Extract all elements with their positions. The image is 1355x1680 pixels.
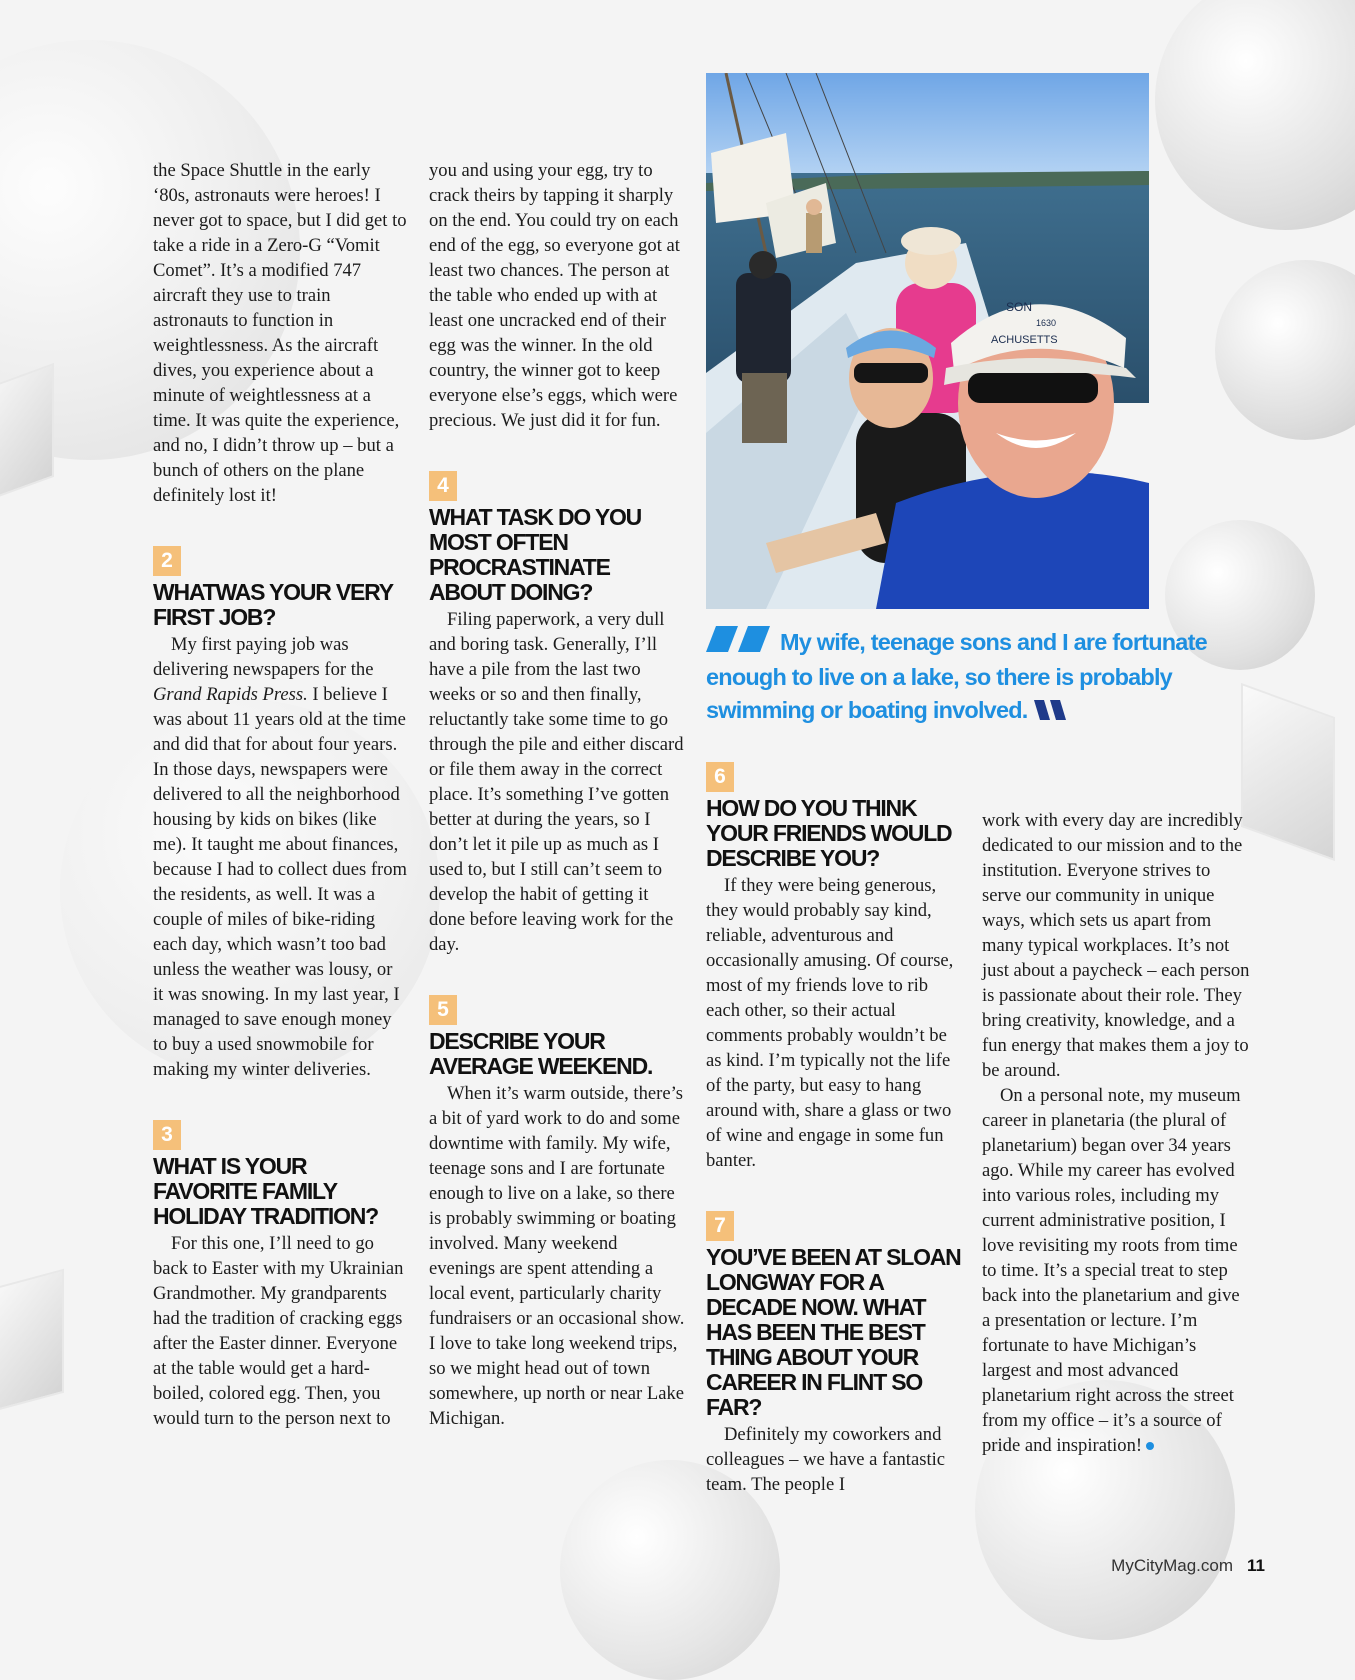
question-heading: DESCRIBE YOUR AVERAGE WEEKEND. bbox=[429, 1028, 653, 1079]
pull-quote-text: My wife, teenage sons and I are fortunate enough to live on a lake, so there is probably swimming or boating involved. bbox=[706, 629, 1207, 723]
question-number-badge: 3 bbox=[153, 1120, 181, 1150]
answer-continued-text: you and using your egg, try to crack theirs by tapping it sharply on the end. You could try on each end of the egg, so everyone got at least two chances. The person at the table who ended up with at least one uncracked end of their egg was the winner. In the old country, the winner got to keep everyone else’s eggs, which were precious. We just did it for fun. bbox=[429, 160, 680, 431]
column-4 bbox=[982, 808, 1250, 1458]
question-heading: HOW DO YOU THINK YOUR FRIENDS WOULD DESCRIBE YOU? bbox=[706, 795, 952, 871]
column-2 bbox=[429, 158, 687, 1431]
answer-text bbox=[153, 632, 407, 1082]
page-number: 11 bbox=[1247, 1556, 1265, 1575]
question-heading: WHAT TASK DO YOU MOST OFTEN PROCRASTINATE ABOUT DOING? bbox=[429, 504, 642, 605]
question-heading: WHATWAS YOUR VERY FIRST JOB? bbox=[153, 579, 393, 630]
hat-text: 1630 bbox=[1036, 318, 1057, 328]
question-number-badge: 6 bbox=[706, 762, 734, 792]
question-number-badge: 5 bbox=[429, 995, 457, 1025]
intro-continued-text: the Space Shuttle in the early ‘80s, astronauts were heroes! I never got to space, but I did get to take a ride in a Zero-G “Vomit Comet”. It’s a modified 747 aircraft they use to train astronauts to function in weightlessness. As the aircraft dives, you experience about a minute of weightlessness at a time. It was quite the experience, and no, I didn’t throw up – but a bunch of others on the plane definitely lost it! bbox=[153, 160, 407, 506]
column-1 bbox=[153, 158, 407, 1431]
page-footer bbox=[1111, 1556, 1265, 1576]
quote-open-icon bbox=[706, 626, 772, 661]
pull-quote bbox=[706, 626, 1266, 729]
answer-text: Definitely my coworkers and colleagues – we have a fantastic team. The people I bbox=[706, 1424, 946, 1495]
question-heading: WHAT IS YOUR FAVORITE FAMILY HOLIDAY TRADITION? bbox=[153, 1153, 379, 1229]
closing-text: On a personal note, my museum career in planetaria (the plural of planetarium) began over 34 years ago. While my career has evolved into various roles, including my current administrative position, I love revisiting my roots from time to time. It’s a special treat to step back into the planetarium and give a presentation or lecture. I’m fortunate to have Michigan’s largest and most advanced planetarium right across the street from my office – it’s a source of pride and inspiration! bbox=[982, 1085, 1241, 1456]
boat-selfie-photo bbox=[706, 73, 1149, 609]
answer-text: When it’s warm outside, there’s a bit of yard work to do and some downtime with family. My wife, teenage sons and I are fortunate enough to live on a lake, so there is probably swimming or boating involved. Many weekend evenings are spent attending a local event, particularly charity fundraisers or an occasional show. I love to take long weekend trips, so we might head out of town somewhere, up north or near Lake Michigan. bbox=[429, 1083, 685, 1429]
hat-text: ACHUSETTS bbox=[991, 334, 1058, 346]
question-number-badge: 7 bbox=[706, 1211, 734, 1241]
quote-close-icon bbox=[1034, 696, 1068, 729]
answer-continued-text: work with every day are incredibly dedicated to our mission and to the institution. Everyone strives to serve our community in unique ways, which sets us apart from many typical workplaces. It’s not just about a paycheck – each person is passionate about their role. They bring creativity, knowledge, and a fun energy that makes them a joy to be around. bbox=[982, 810, 1250, 1081]
question-number-badge: 2 bbox=[153, 546, 181, 576]
site-url: MyCityMag.com bbox=[1111, 1556, 1234, 1575]
question-number-badge: 4 bbox=[429, 471, 457, 501]
publication-title: Grand Rapids Press. bbox=[153, 684, 308, 705]
closing-paragraph bbox=[982, 1083, 1250, 1458]
answer-text: Filing paperwork, a very dull and boring task. Generally, I’ll have a pile from the last two weeks or so and then finally, reluctantly take some time to go through the pile and either discard or file them away in the correct place. It’s something I’ve gotten better at during the years, so I don’t let it pile up as much as I used to, but I still can’t seem to develop the habit of getting it done before leaving work for the day. bbox=[429, 609, 684, 955]
question-heading: YOU’VE BEEN AT SLOAN LONGWAY FOR A DECADE NOW. WHAT HAS BEEN THE BEST THING ABOUT YOUR CAREER IN FLINT SO FAR? bbox=[706, 1244, 961, 1420]
answer-text: If they were being generous, they would probably say kind, reliable, adventurous and occasionally amusing. Of course, most of my friends love to rib each other, so their actual comments probably wouldn’t be as kind. I’m typically not the life of the party, but easy to hang around with, share a glass or two of wine and engage in some fun banter. bbox=[706, 875, 954, 1171]
hat-text: SON bbox=[1006, 300, 1033, 314]
answer-text-span: I believe I was about 11 years old at the time and did that for about four years. In those days, newspapers were delivered to all the neighborhood housing by kids on bikes (like me). It taught me about finances, because I had to collect dues from the residents, as well. It was a couple of miles of bike-riding each day, which wasn’t too bad unless the weather was lousy, or it was snowing. In my last year, I managed to save enough money to buy a used snowmobile for making my winter deliveries. bbox=[153, 684, 408, 1080]
answer-text: For this one, I’ll need to go back to Easter with my Ukrainian Grandmother. My grandparents had the tradition of cracking eggs after the Easter dinner. Everyone at the table would get a hard-boiled, colored egg. Then, you would turn to the person next to bbox=[153, 1233, 404, 1429]
column-3 bbox=[706, 762, 964, 1497]
end-mark-icon bbox=[1146, 1442, 1154, 1450]
answer-text-span: My first paying job was delivering newspapers for the bbox=[153, 634, 374, 680]
